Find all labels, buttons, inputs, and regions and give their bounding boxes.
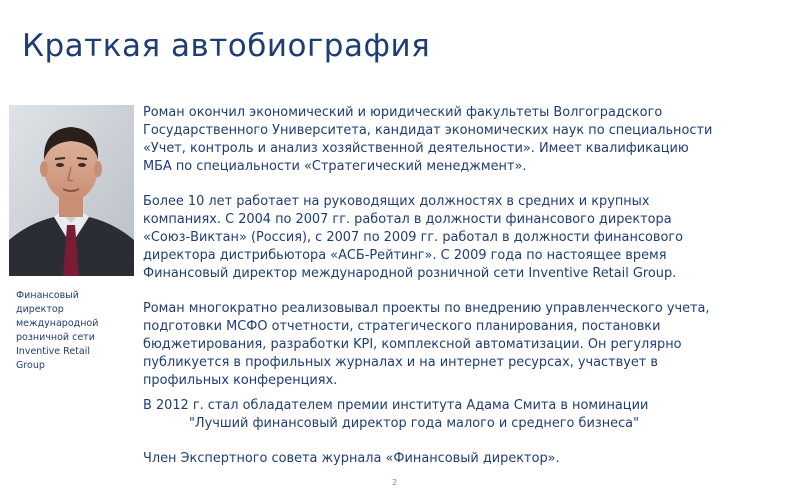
text-line: «Союз-Виктан» (Россия), с 2007 по 2009 гг. работал в должности финансового <box>143 230 683 245</box>
caption-line: розничной сети <box>16 332 95 343</box>
text-line: В 2012 г. стал обладателем премии института Адама Смита в номинации <box>143 398 649 413</box>
paragraph-career <box>143 193 788 283</box>
portrait-illustration <box>9 105 134 276</box>
text-line: Финансовый директор международной розничной сети Inventive Retail Group. <box>143 266 677 281</box>
text-line: бюджетирования, разработки KPI, комплексной автоматизации. Он регулярно <box>143 337 682 352</box>
text-line: Государственного Университета, кандидат экономических наук по специальности <box>143 123 713 138</box>
photo-caption <box>16 289 131 373</box>
award-nomination: "Лучший финансовый директор года малого и среднего бизнеса" <box>189 416 639 431</box>
text-line: директора дистрибьютора «АСБ-Рейтинг». С 2009 года по настоящее время <box>143 248 667 263</box>
text-line: публикуется в профильных журналах и на интернет ресурсах, участвует в <box>143 355 659 370</box>
caption-line: директор <box>16 304 64 315</box>
caption-line: Inventive Retail <box>16 346 91 357</box>
caption-line: Финансовый <box>16 290 79 301</box>
paragraph-membership <box>143 450 788 468</box>
caption-line: международной <box>16 318 99 329</box>
text-line: Более 10 лет работает на руководящих должностях в средних и крупных <box>143 194 650 209</box>
portrait-photo <box>9 105 134 276</box>
paragraph-education <box>143 104 788 176</box>
caption-line: Group <box>16 360 45 371</box>
page-number: 2 <box>392 478 398 487</box>
text-line: компаниях. С 2004 по 2007 гг. работал в должности финансового директора <box>143 212 672 227</box>
text-line: Роман окончил экономический и юридический факультеты Волгоградского <box>143 105 663 120</box>
text-line: Роман многократно реализовывал проекты по внедрению управленческого учета, <box>143 301 710 316</box>
paragraph-projects <box>143 300 788 390</box>
text-line: подготовки МСФО отчетности, стратегического планирования, постановки <box>143 319 661 334</box>
text-line: профильных конференциях. <box>143 373 338 388</box>
slide-title: Краткая автобиография <box>22 28 431 64</box>
biography-text <box>143 104 788 468</box>
text-line: МБА по специальности «Стратегический менеджмент». <box>143 159 527 174</box>
text-line: «Учет, контроль и анализ хозяйственной деятельности». Имеет квалификацию <box>143 141 689 156</box>
text-line: Член Экспертного совета журнала «Финансовый директор». <box>143 451 560 466</box>
paragraph-award <box>143 397 788 433</box>
